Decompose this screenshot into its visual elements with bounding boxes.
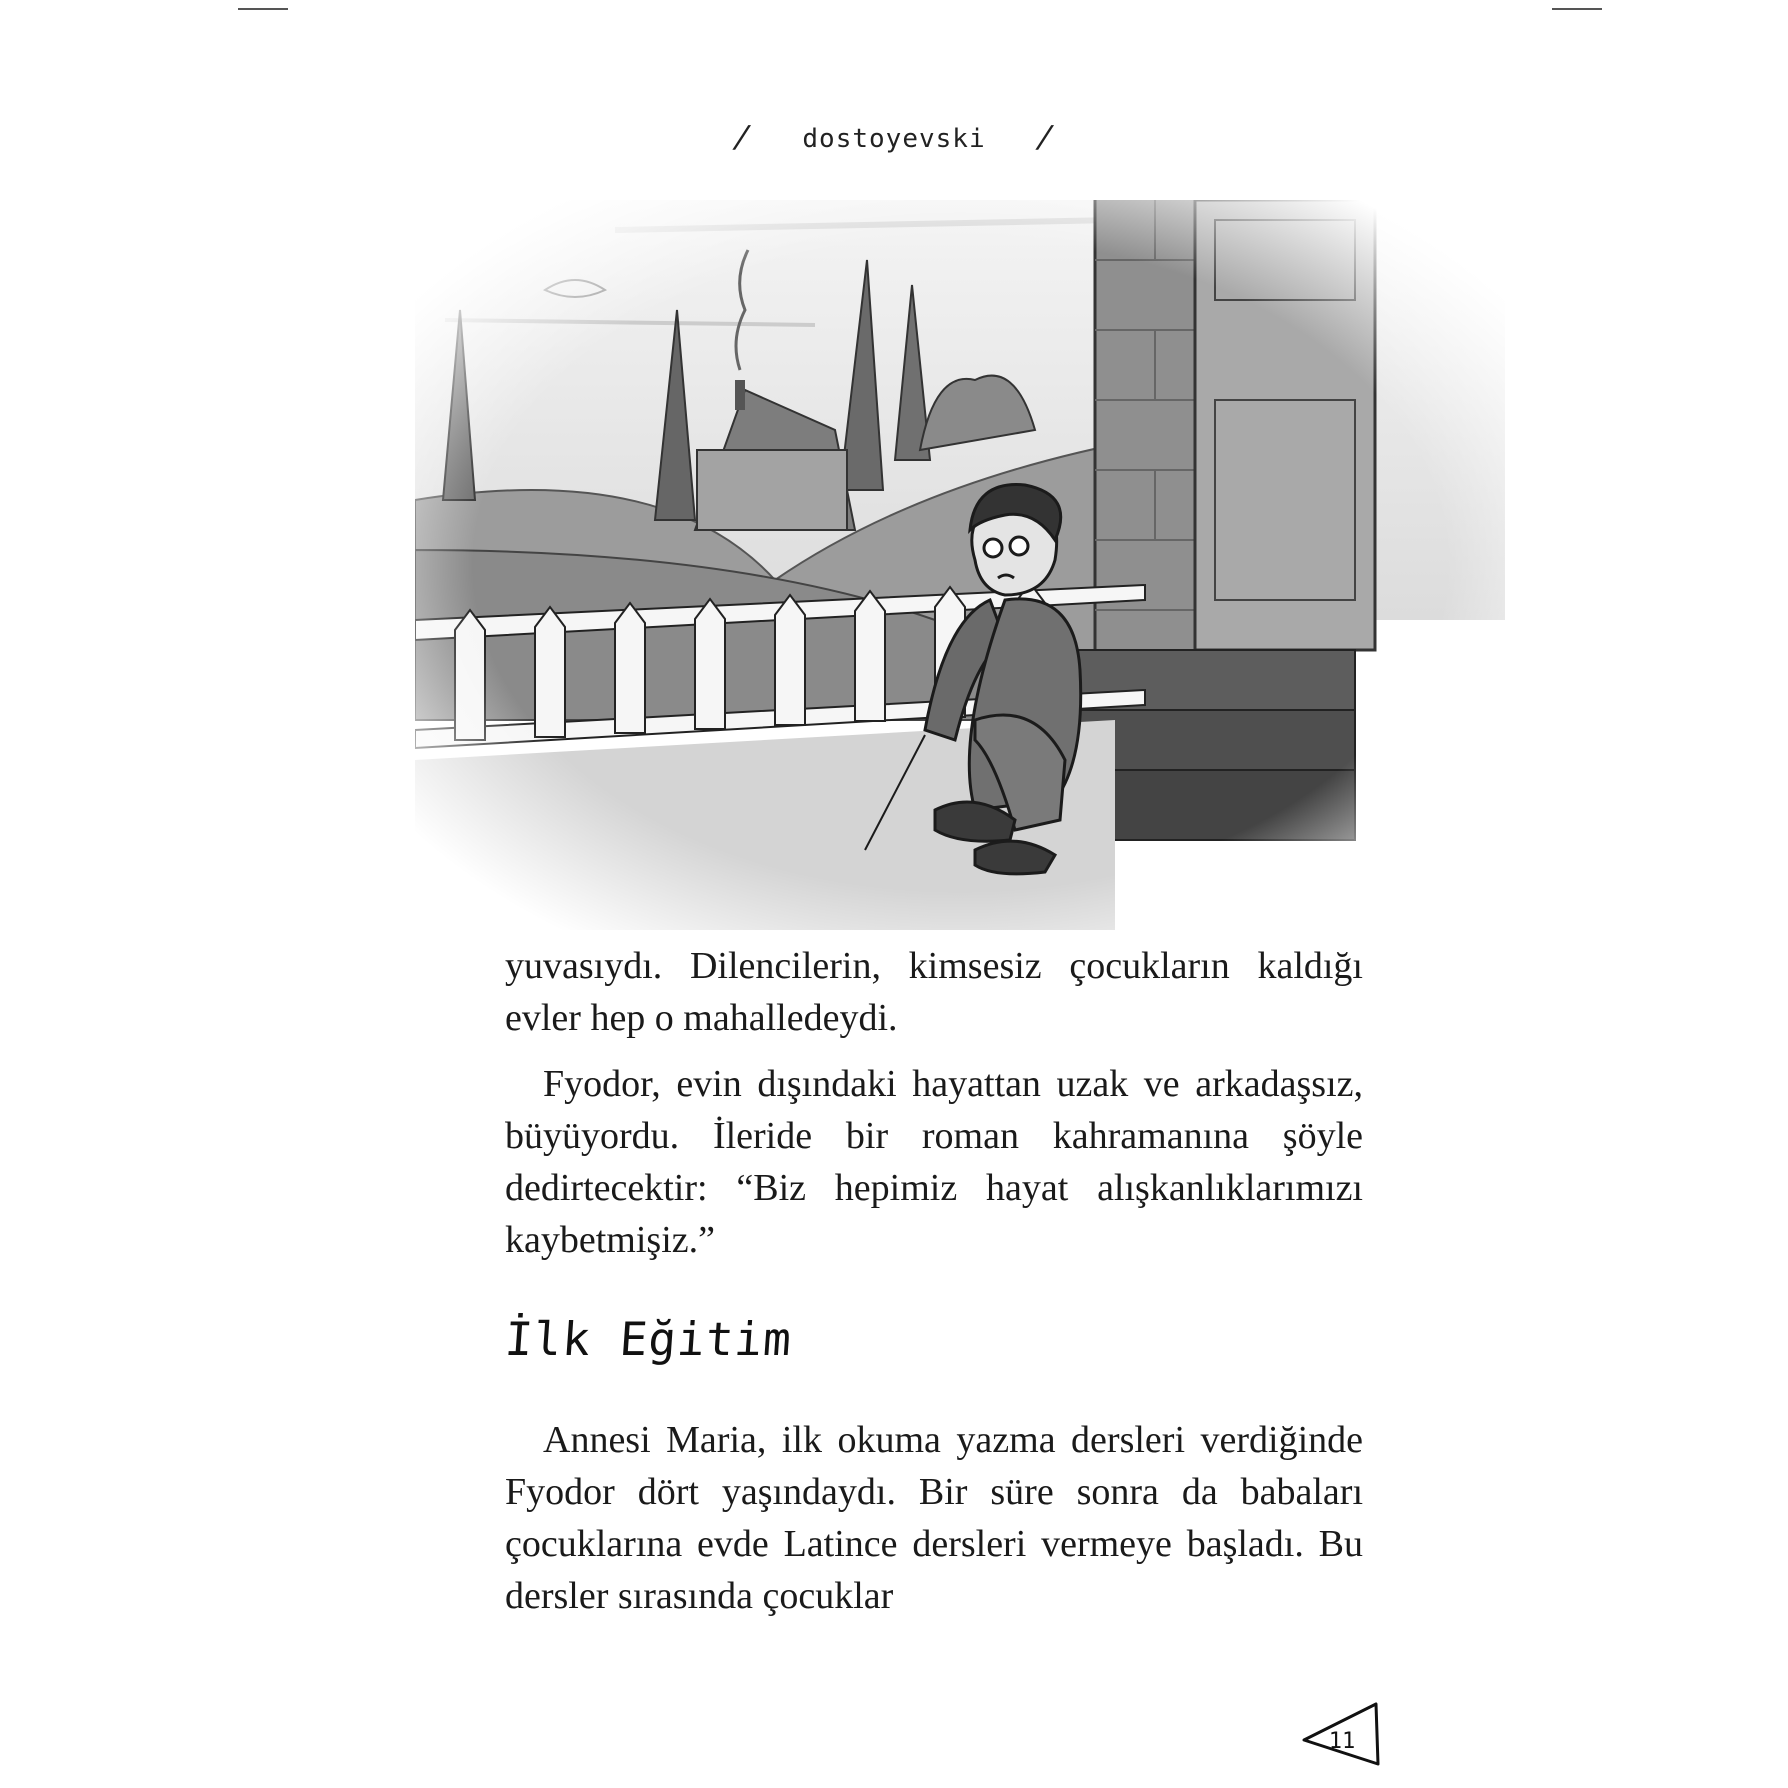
text-block-top	[505, 940, 1363, 1280]
paragraph: yuvasıydı. Dilencilerin, kimsesiz çocukların kaldığı evler hep o mahalledeydi.	[505, 945, 1363, 1039]
running-header	[0, 120, 1788, 155]
running-title: dostoyevski	[802, 124, 986, 154]
header-slash-left: /	[729, 120, 755, 155]
crop-mark-left	[238, 8, 288, 10]
page-number-badge	[1300, 1700, 1382, 1770]
page-number: 11	[1328, 1729, 1356, 1754]
illustration-boy-on-steps	[415, 200, 1505, 930]
paragraph: Fyodor, evin dışındaki hayattan uzak ve arkadaşsız, büyüyordu. İleride bir roman kahramanına şöyle dedirtecektir: “Biz hepimiz hayat alışkanlıklarımızı kaybetmişiz.”	[505, 1063, 1363, 1261]
text-block-bottom	[505, 1414, 1363, 1636]
crop-mark-right	[1552, 8, 1602, 10]
header-slash-right: /	[1033, 120, 1059, 155]
paragraph: Annesi Maria, ilk okuma yazma dersleri verdiğinde Fyodor dört yaşındaydı. Bir süre sonra da babaları çocuklarına evde Latince dersleri vermeye başladı. Bu dersler sırasında çocuklar	[505, 1419, 1363, 1617]
section-heading: İlk Eğitim	[503, 1312, 794, 1366]
